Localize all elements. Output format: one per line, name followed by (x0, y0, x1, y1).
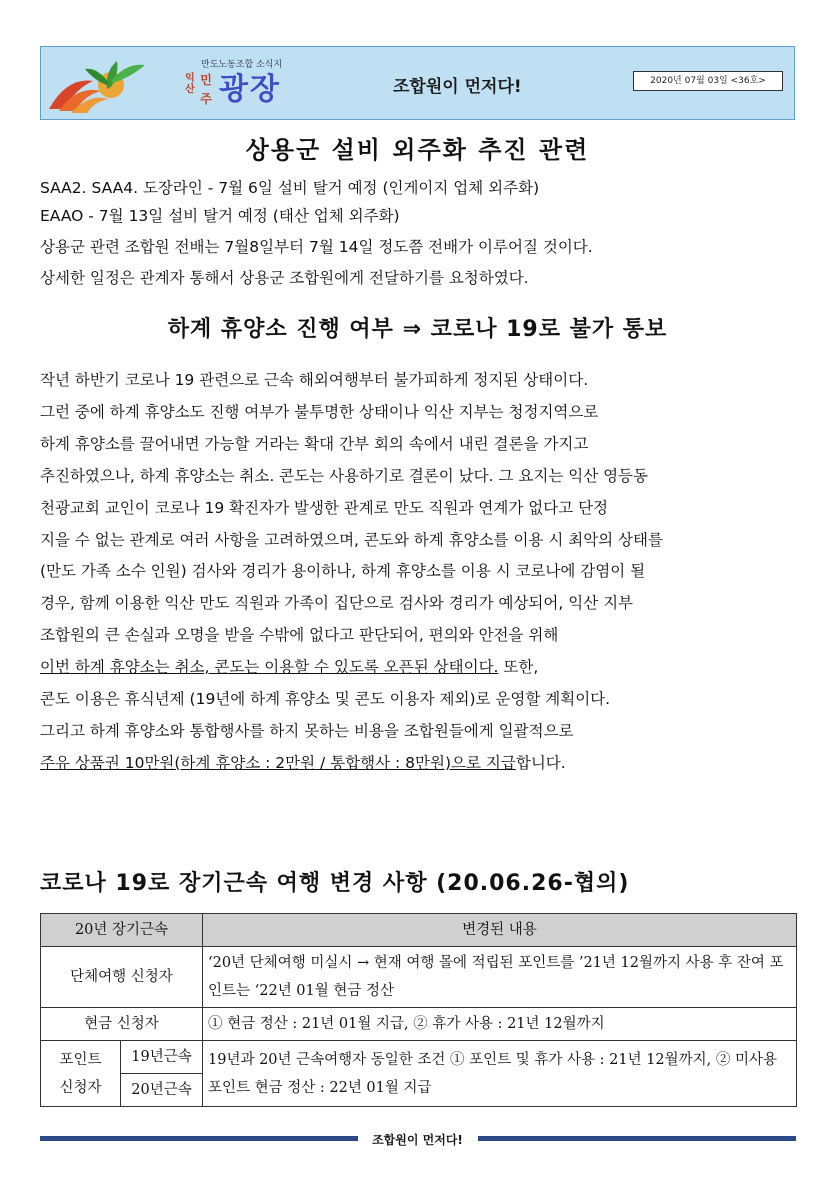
table-header-cell: 변경된 내용 (203, 914, 797, 947)
paragraph-line: 경우, 함께 이용한 익산 만도 직원과 가족이 집단으로 검사와 경리가 예상되어, 익산 지부 (40, 594, 634, 613)
newsletter-header (40, 46, 795, 120)
table-row (41, 947, 797, 1008)
row-sublabel: 19년근속 (121, 1041, 203, 1074)
paragraph-line: 그리고 하계 휴양소와 통합행사를 하지 못하는 비용을 조합원들에게 일괄적으로 (40, 721, 574, 740)
underlined-notice: 이번 하계 휴양소는 취소, 콘도는 이용할 수 있도록 오픈된 상태이다. (40, 658, 499, 677)
paragraph-line: 조합원의 큰 손실과 오명을 받을 수밖에 없다고 판단되어, 편의와 안전을 위해 (40, 626, 559, 645)
row-sublabel: 20년근속 (121, 1074, 203, 1107)
brand-mid-text: 민주 (200, 73, 212, 106)
row-label-line: 신청자 (59, 1079, 102, 1096)
section2-title: 하계 휴양소 진행 여부 ⇒ 코로나 19로 불가 통보 (167, 317, 668, 342)
row-label: 단체여행 신청자 (41, 947, 203, 1008)
section1-line: 상세한 일정은 관계자 통해서 상용군 조합원에게 전달하기를 요청하였다. (40, 269, 529, 287)
underlined-payment: 주유 상품권 10만원(하계 휴양소 : 2만원 / 통합행사 : 8만원)으로 지급 (40, 753, 516, 772)
table-header-row (41, 914, 797, 947)
org-name: 만도노동조합 소식지 (201, 60, 283, 70)
table-row (41, 1008, 797, 1041)
paragraph-line (40, 652, 800, 684)
paragraph-line (40, 748, 800, 780)
paragraph-line: 추진하였으나, 하계 휴양소는 취소. 콘도는 사용하기로 결론이 났다. 그 요지는 익산 영등동 (40, 466, 649, 485)
table-row (41, 1041, 797, 1074)
row-content: 19년과 20년 근속여행자 동일한 조건 ① 포인트 및 휴가 사용 : 21년 12월까지, ② 미사용 포인트 현금 정산 : 22년 01월 지급 (203, 1041, 797, 1107)
row-label-line: 포인트 (59, 1051, 102, 1068)
paragraph-tail: 또한, (498, 658, 539, 677)
issue-date-box: 2020년 07월 03일 <36호> (633, 71, 783, 91)
footer-slogan: 조합원이 먼저다! (372, 1133, 463, 1147)
paragraph-line: (만도 가족 소수 인원) 검사와 경리가 용이하나, 하계 휴양소를 이용 시 코로나에 감염이 될 (40, 562, 646, 581)
section1-title: 상용군 설비 외주화 추진 관련 (245, 136, 590, 164)
travel-change-table (40, 913, 797, 1107)
section3-title: 코로나 19로 장기근속 여행 변경 사항 (20.06.26-협의) (40, 871, 630, 896)
row-content: ① 현금 정산 : 21년 01월 지급, ② 휴가 사용 : 21년 12월까지 (203, 1008, 797, 1041)
section1-line: SAA2. SAA4. 도장라인 - 7월 6일 설비 탈거 예정 (인게이지 업체 외주화) (40, 179, 540, 197)
row-content: ‘20년 단체여행 미실시 → 현재 여행 몰에 적립된 포인트를 ’21년 12월까지 사용 후 잔여 포인트는 ‘22년 01월 현금 정산 (203, 947, 797, 1008)
paragraph-line: 작년 하반기 코로나 19 관련으로 근속 해외여행부터 불가피하게 정지된 상태이다. (40, 371, 589, 389)
brand-title: 광장 (219, 72, 281, 107)
paragraph-line: 하계 휴양소를 끌어내면 가능할 거라는 확대 간부 회의 속에서 내린 결론을 가지고 (40, 434, 589, 453)
footer-rule-right (478, 1136, 796, 1141)
section1-line: 상용군 관련 조합원 전배는 7월8일부터 7월 14일 정도쯤 전배가 이루어질 것이다. (40, 238, 593, 256)
brand-left-text: 익산 (185, 73, 195, 95)
paragraph-line: 천광교회 교인이 코로나 19 확진자가 발생한 관계로 만도 직원과 연계가 없다고 단정 (40, 498, 609, 517)
section2-paragraph (40, 365, 800, 780)
header-slogan: 조합원이 먼저다! (393, 77, 522, 97)
section1-line: EAAO - 7월 13일 설비 탈거 예정 (태산 업체 외주화) (40, 207, 400, 225)
table-header-cell: 20년 장기근속 (41, 914, 203, 947)
union-logo-icon (45, 51, 165, 117)
paragraph-line: 그런 중에 하계 휴양소도 진행 여부가 불투명한 상태이나 익산 지부는 청정지역으로 (40, 402, 599, 421)
paragraph-tail: 합니다. (515, 753, 566, 772)
paragraph-line: 지을 수 없는 관계로 여러 사항을 고려하였으며, 콘도와 하계 휴양소를 이용 시 최악의 상태를 (40, 530, 663, 549)
paragraph-line: 콘도 이용은 휴식년제 (19년에 하계 휴양소 및 콘도 이용자 제외)로 운영할 계획이다. (40, 690, 611, 709)
row-label: 현금 신청자 (41, 1008, 203, 1041)
row-label (41, 1041, 121, 1107)
